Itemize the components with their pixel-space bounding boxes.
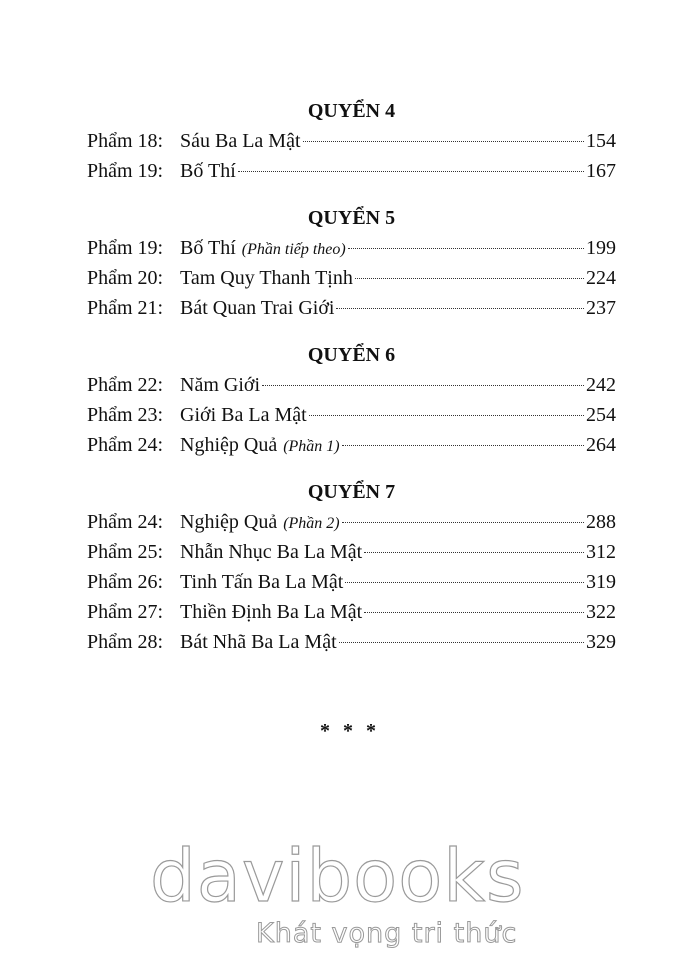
- chapter-title: Nhẫn Nhục Ba La Mật: [180, 541, 363, 563]
- toc-entry: [87, 567, 616, 597]
- section-title: QUYỂN 4: [307, 100, 396, 122]
- dot-leader: [303, 140, 584, 142]
- chapter-title: Bát Quan Trai Giới: [180, 297, 335, 319]
- chapter-number: Phẩm 22:: [87, 374, 164, 396]
- chapter-title: Bố Thí: [180, 237, 236, 259]
- entry-label: [87, 537, 362, 567]
- page-number: 167: [586, 160, 616, 182]
- toc-entry: [87, 400, 616, 430]
- section-title: QUYỂN 6: [307, 344, 396, 366]
- chapter-title: Giới Ba La Mật: [180, 404, 307, 426]
- toc-entry: [87, 507, 616, 537]
- chapter-title: Nghiệp Quả: [180, 511, 278, 533]
- toc-section: [87, 96, 616, 186]
- entry-label: [87, 370, 260, 400]
- chapter-title: Sáu Ba La Mật: [180, 130, 301, 152]
- entry-label: [87, 430, 340, 462]
- chapter-number: Phẩm 25:: [87, 541, 164, 563]
- toc-entry: [87, 233, 616, 263]
- chapter-note: (Phần 2): [283, 515, 340, 532]
- toc-entry: [87, 627, 616, 657]
- chapter-title: Nghiệp Quả: [180, 434, 278, 456]
- toc-entry: [87, 370, 616, 400]
- toc-section: [87, 203, 616, 323]
- entry-label: [87, 126, 301, 156]
- toc-entry: [87, 156, 616, 186]
- toc-section: [87, 477, 616, 657]
- toc-entry: [87, 430, 616, 460]
- dot-leader: [336, 307, 584, 309]
- watermark-logo: [150, 834, 550, 949]
- chapter-title: Năm Giới: [180, 374, 261, 396]
- dot-leader: [309, 414, 584, 416]
- chapter-number: Phẩm 24:: [87, 434, 164, 456]
- chapter-note: (Phần tiếp theo): [241, 241, 346, 258]
- dot-leader: [339, 641, 584, 643]
- dot-leader: [364, 551, 584, 553]
- dot-leader: [364, 611, 584, 613]
- entry-label: [87, 597, 362, 627]
- chapter-title: Bố Thí: [180, 160, 236, 182]
- entry-label: [87, 507, 340, 539]
- dot-leader: [348, 247, 584, 249]
- watermark-brand: davibooks: [150, 834, 525, 918]
- chapter-number: Phẩm 26:: [87, 571, 164, 593]
- chapter-number: Phẩm 24:: [87, 511, 164, 533]
- toc-entry: [87, 537, 616, 567]
- entry-label: [87, 627, 337, 657]
- chapter-title: Thiền Định Ba La Mật: [180, 601, 363, 623]
- chapter-number: Phẩm 20:: [87, 267, 164, 289]
- chapter-number: Phẩm 23:: [87, 404, 164, 426]
- page-number: 264: [586, 434, 616, 456]
- dot-leader: [342, 521, 584, 523]
- watermark-tagline: Khát vọng tri thức: [256, 918, 518, 949]
- dot-leader: [355, 277, 584, 279]
- page-number: 224: [586, 267, 616, 289]
- chapter-note: (Phần 1): [283, 438, 340, 455]
- toc-entry: [87, 597, 616, 627]
- chapter-title: Bát Nhã Ba La Mật: [180, 631, 337, 653]
- chapter-number: Phẩm 19:: [87, 160, 164, 182]
- dot-leader: [345, 581, 584, 583]
- page-number: 319: [586, 571, 616, 593]
- chapter-number: Phẩm 27:: [87, 601, 164, 623]
- chapter-number: Phẩm 18:: [87, 130, 164, 152]
- entry-label: [87, 233, 346, 265]
- page-number: 329: [586, 631, 616, 653]
- entry-label: [87, 400, 307, 430]
- chapter-title: Tinh Tấn Ba La Mật: [180, 571, 344, 593]
- chapter-title: Tam Quy Thanh Tịnh: [180, 267, 353, 289]
- section-title: QUYỂN 5: [307, 207, 396, 229]
- toc-section: [87, 340, 616, 460]
- entry-label: [87, 567, 343, 597]
- dot-leader: [262, 384, 584, 386]
- chapter-number: Phẩm 21:: [87, 297, 164, 319]
- page-number: 154: [586, 130, 616, 152]
- page-number: 312: [586, 541, 616, 563]
- toc-entry: [87, 126, 616, 156]
- page-number: 237: [586, 297, 616, 319]
- page-number: 288: [586, 511, 616, 533]
- dot-leader: [238, 170, 584, 172]
- section-title: QUYỂN 7: [307, 481, 396, 503]
- page-number: 322: [586, 601, 616, 623]
- toc-entry: [87, 293, 616, 323]
- entry-label: [87, 156, 236, 186]
- page-number: 199: [586, 237, 616, 259]
- page-number: 254: [586, 404, 616, 426]
- chapter-number: Phẩm 19:: [87, 237, 164, 259]
- entry-label: [87, 263, 353, 293]
- chapter-number: Phẩm 28:: [87, 631, 164, 653]
- toc-entry: [87, 263, 616, 293]
- dot-leader: [342, 444, 584, 446]
- table-of-contents: [87, 96, 616, 674]
- end-marker: * * *: [320, 720, 380, 742]
- page-number: 242: [586, 374, 616, 396]
- entry-label: [87, 293, 334, 323]
